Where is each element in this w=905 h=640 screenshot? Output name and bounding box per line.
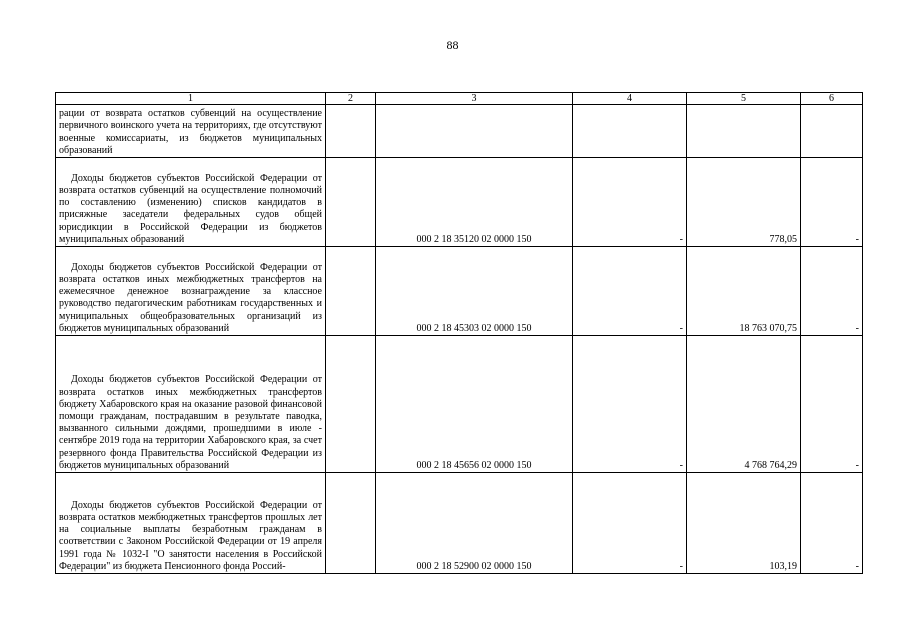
- row-description: Доходы бюджетов субъектов Российской Федерации от возврата остатков субвенций на осуществление полномочий по составлению (изменению) списков кандидатов в присяжные заседатели федеральных судов общей юрисдикции в Российской Федерации из бюджетов муниципальных образований: [56, 158, 326, 247]
- row-col4: [573, 105, 687, 158]
- row-description: Доходы бюджетов субъектов Российской Федерации от возврата остатков иных межбюджетных трансфертов на ежемесячное денежное вознаграждение за классное руководство педагогическим работникам государственных и муниципальных общеобразовательных организаций из бюджетов муниципальных образований: [56, 247, 326, 336]
- row-col2: [326, 158, 376, 247]
- table-row: [56, 336, 863, 473]
- row-col2: [326, 247, 376, 336]
- header-row: [56, 93, 863, 105]
- row-col2: [326, 473, 376, 574]
- table-row: [56, 158, 863, 247]
- column-header-4: 4: [573, 93, 687, 105]
- table-row: [56, 247, 863, 336]
- row-col6: -: [801, 336, 863, 473]
- row-description: рации от возврата остатков субвенций на осуществление первичного воинского учета на территориях, где отсутствуют военные комиссариаты, из бюджетов муниципальных образований: [56, 105, 326, 158]
- row-col4: -: [573, 158, 687, 247]
- column-header-1: 1: [56, 93, 326, 105]
- row-col6: -: [801, 247, 863, 336]
- row-col6: [801, 105, 863, 158]
- row-code: [376, 105, 573, 158]
- row-code: 000 2 18 45303 02 0000 150: [376, 247, 573, 336]
- row-col6: -: [801, 473, 863, 574]
- table-row: [56, 105, 863, 158]
- row-amount: 103,19: [687, 473, 801, 574]
- column-header-2: 2: [326, 93, 376, 105]
- row-col6: -: [801, 158, 863, 247]
- row-col4: -: [573, 473, 687, 574]
- row-col4: -: [573, 336, 687, 473]
- row-code: 000 2 18 45656 02 0000 150: [376, 336, 573, 473]
- row-amount: 778,05: [687, 158, 801, 247]
- column-header-3: 3: [376, 93, 573, 105]
- row-code: 000 2 18 35120 02 0000 150: [376, 158, 573, 247]
- column-header-5: 5: [687, 93, 801, 105]
- row-col4: -: [573, 247, 687, 336]
- row-amount: 18 763 070,75: [687, 247, 801, 336]
- row-col2: [326, 336, 376, 473]
- row-amount: 4 768 764,29: [687, 336, 801, 473]
- column-header-6: 6: [801, 93, 863, 105]
- row-description: Доходы бюджетов субъектов Российской Федерации от возврата остатков межбюджетных трансфертов прошлых лет на социальные выплаты безработным гражданам в соответствии с Законом Российской Федерации от 19 апреля 1991 года № 1032-I "О занятости населения в Российской Федерации" из бюджета Пенсионного фонда Россий-: [56, 473, 326, 574]
- table-row: [56, 473, 863, 574]
- row-col2: [326, 105, 376, 158]
- row-amount: [687, 105, 801, 158]
- row-code: 000 2 18 52900 02 0000 150: [376, 473, 573, 574]
- row-description: Доходы бюджетов субъектов Российской Федерации от возврата остатков иных межбюджетных трансфертов бюджету Хабаровского края на оказание разовой финансовой помощи гражданам, пострадавшим в результате паводка, вызванного сильными дождями, прошедшими в июле - сентябре 2019 года на территории Хабаровского края, за счет резервного фонда Правительства Российской Федерации из бюджетов муниципальных образований: [56, 336, 326, 473]
- page-number: 88: [446, 38, 459, 52]
- budget-table: [55, 92, 863, 574]
